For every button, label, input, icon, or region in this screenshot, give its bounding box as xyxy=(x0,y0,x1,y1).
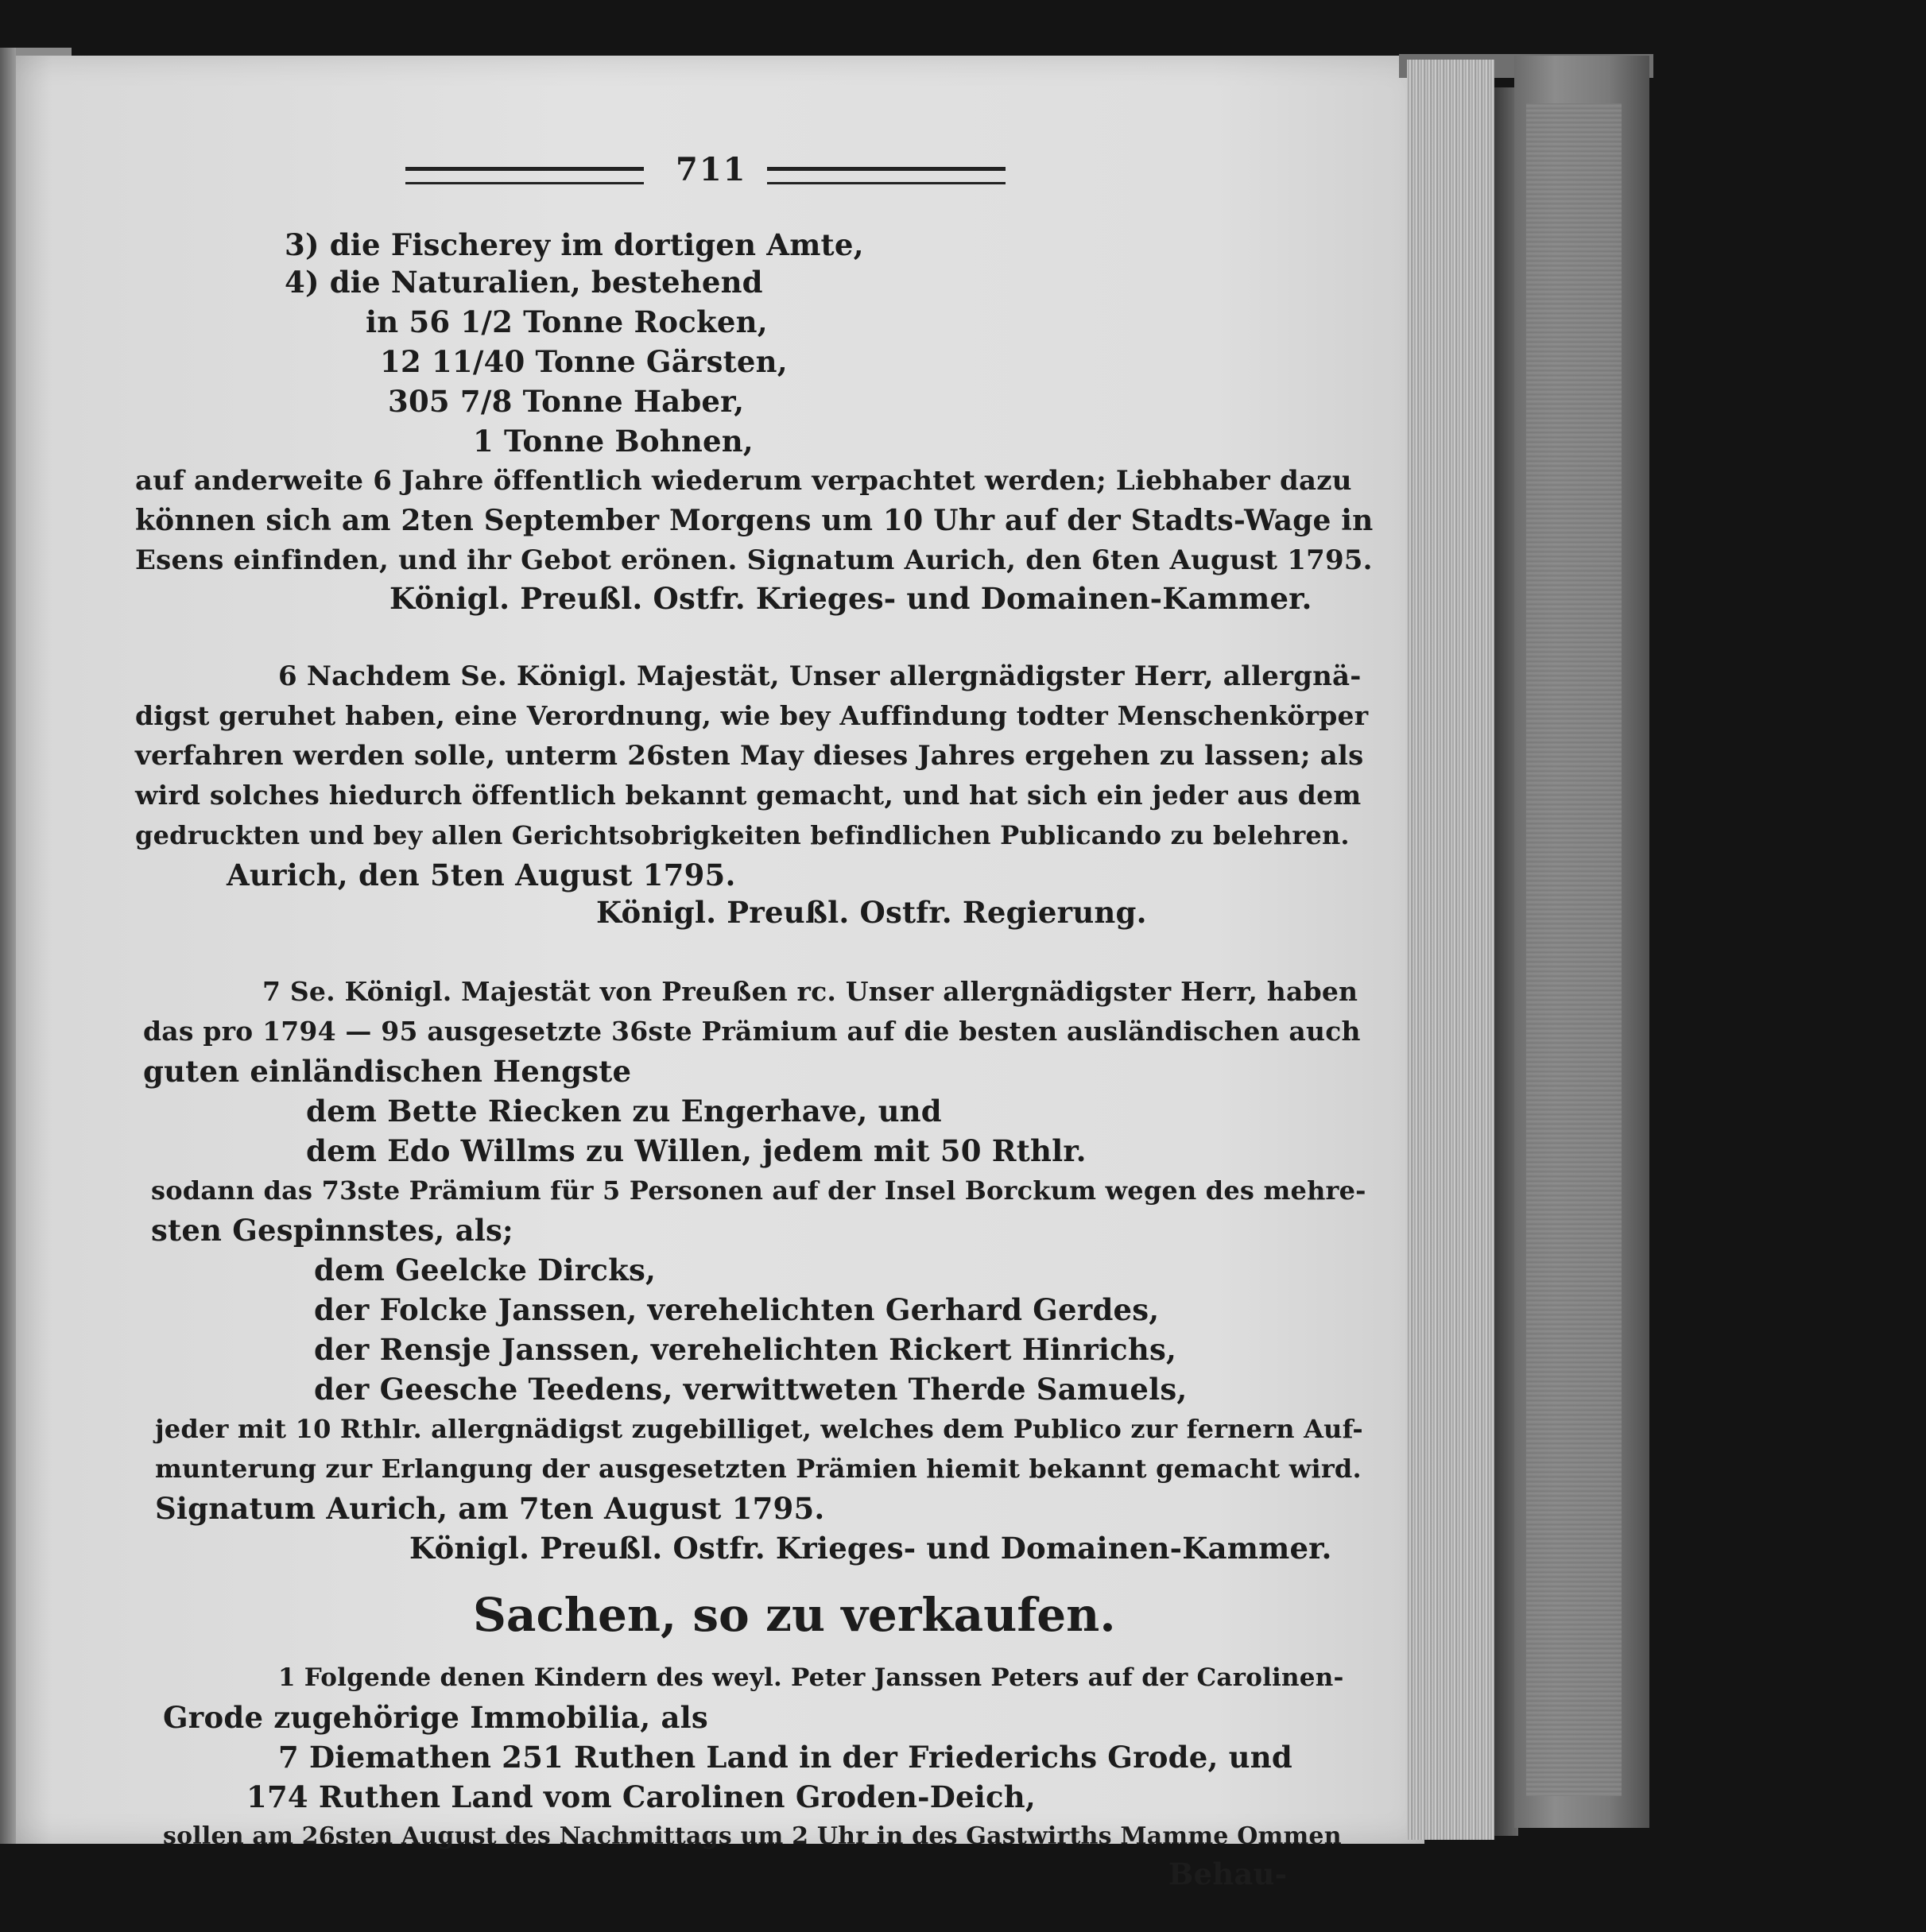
text-line: verfahren werden solle, unterm 26sten May dieses Jahres ergehen zu lassen; als xyxy=(135,740,1364,772)
page-stack-fore-edge xyxy=(1407,60,1494,1840)
text-line: 7 Se. Königl. Majestät von Preußen rc. Unser allergnädigster Herr, haben xyxy=(262,976,1358,1007)
text-line: jeder mit 10 Rthlr. allergnädigst zugebilliget, welches dem Publico zur fernern Auf- xyxy=(155,1414,1363,1444)
text-line: 3) die Fischerey im dortigen Amte, xyxy=(285,227,864,262)
signature-line: Königl. Preußl. Ostfr. Regierung. xyxy=(596,895,1147,930)
header-rule-right xyxy=(767,167,1006,184)
text-line: wird solches hiedurch öffentlich bekannt gemacht, und hat sich ein jeder aus dem xyxy=(135,780,1362,811)
text-line: der Folcke Janssen, verehelichten Gerhard Gerdes, xyxy=(314,1292,1160,1327)
text-line: 6 Nachdem Se. Königl. Majestät, Unser allergnädigster Herr, allergnä- xyxy=(278,660,1362,692)
signature-line: Königl. Preußl. Ostfr. Krieges- und Domainen-Kammer. xyxy=(389,581,1312,616)
text-line: sten Gespinnstes, als; xyxy=(151,1213,513,1248)
text-line: guten einländischen Hengste xyxy=(143,1054,632,1089)
text-line: 174 Ruthen Land vom Carolinen Groden-Deich, xyxy=(246,1779,1036,1814)
text-line: in 56 1/2 Tonne Rocken, xyxy=(366,304,768,339)
text-line: dem Edo Willms zu Willen, jedem mit 50 Rthlr. xyxy=(306,1133,1087,1168)
text-line: Grode zugehörige Immobilia, als xyxy=(163,1700,708,1735)
text-line: auf anderweite 6 Jahre öffentlich wiederum verpachtet werden; Liebhaber dazu xyxy=(135,465,1352,497)
text-line: 1 Tonne Bohnen, xyxy=(473,424,754,459)
text-line: der Geesche Teedens, verwittweten Therde Samuels, xyxy=(314,1372,1188,1407)
text-line: sollen am 26sten August des Nachmittags um 2 Uhr in des Gastwirths Mamme Ommen xyxy=(163,1822,1342,1850)
signature-line: Königl. Preußl. Ostfr. Krieges- und Domainen-Kammer. xyxy=(409,1531,1332,1566)
text-line: digst geruhet haben, eine Verordnung, wie bey Auffindung todter Menschenkörper xyxy=(135,700,1369,731)
text-line: 4) die Naturalien, bestehend xyxy=(285,265,763,300)
text-line: 7 Diemathen 251 Ruthen Land in der Friederichs Grode, und xyxy=(278,1740,1292,1775)
text-line: dem Geelcke Dircks, xyxy=(314,1253,657,1287)
left-page-edge xyxy=(0,48,16,1844)
section-heading: Sachen, so zu verkaufen. xyxy=(473,1588,1116,1642)
text-line: Esens einfinden, und ihr Gebot erönen. Signatum Aurich, den 6ten August 1795. xyxy=(135,544,1373,576)
text-line: sodann das 73ste Prämium für 5 Personen auf der Insel Borckum wegen des mehre- xyxy=(151,1175,1366,1206)
text-line: gedruckten und bey allen Gerichtsobrigkeiten befindlichen Publicando zu belehren. xyxy=(135,820,1350,850)
catchword: Behau- xyxy=(1168,1857,1288,1891)
page-header xyxy=(405,151,1121,191)
text-line: 12 11/40 Tonne Gärsten, xyxy=(380,344,788,379)
page-number: 711 xyxy=(676,151,747,188)
text-line: Aurich, den 5ten August 1795. xyxy=(227,858,736,892)
text-line: das pro 1794 — 95 ausgesetzte 36ste Prämium auf die besten ausländischen auch xyxy=(143,1016,1361,1047)
text-line: können sich am 2ten September Morgens um 10 Uhr auf der Stadts-Wage in xyxy=(135,504,1374,537)
header-rule-left xyxy=(405,167,644,184)
text-line: 305 7/8 Tonne Haber, xyxy=(388,384,745,419)
book-cover-texture xyxy=(1526,103,1622,1796)
text-line: 1 Folgende denen Kindern des weyl. Peter Janssen Peters auf der Carolinen- xyxy=(278,1663,1344,1692)
text-line: munterung zur Erlangung der ausgesetzten Prämien hiemit bekannt gemacht wird. xyxy=(155,1454,1362,1484)
text-line: Signatum Aurich, am 7ten August 1795. xyxy=(155,1491,825,1526)
text-line: der Rensje Janssen, verehelichten Rickert Hinrichs, xyxy=(314,1332,1177,1367)
text-line: dem Bette Riecken zu Engerhave, und xyxy=(306,1094,942,1129)
